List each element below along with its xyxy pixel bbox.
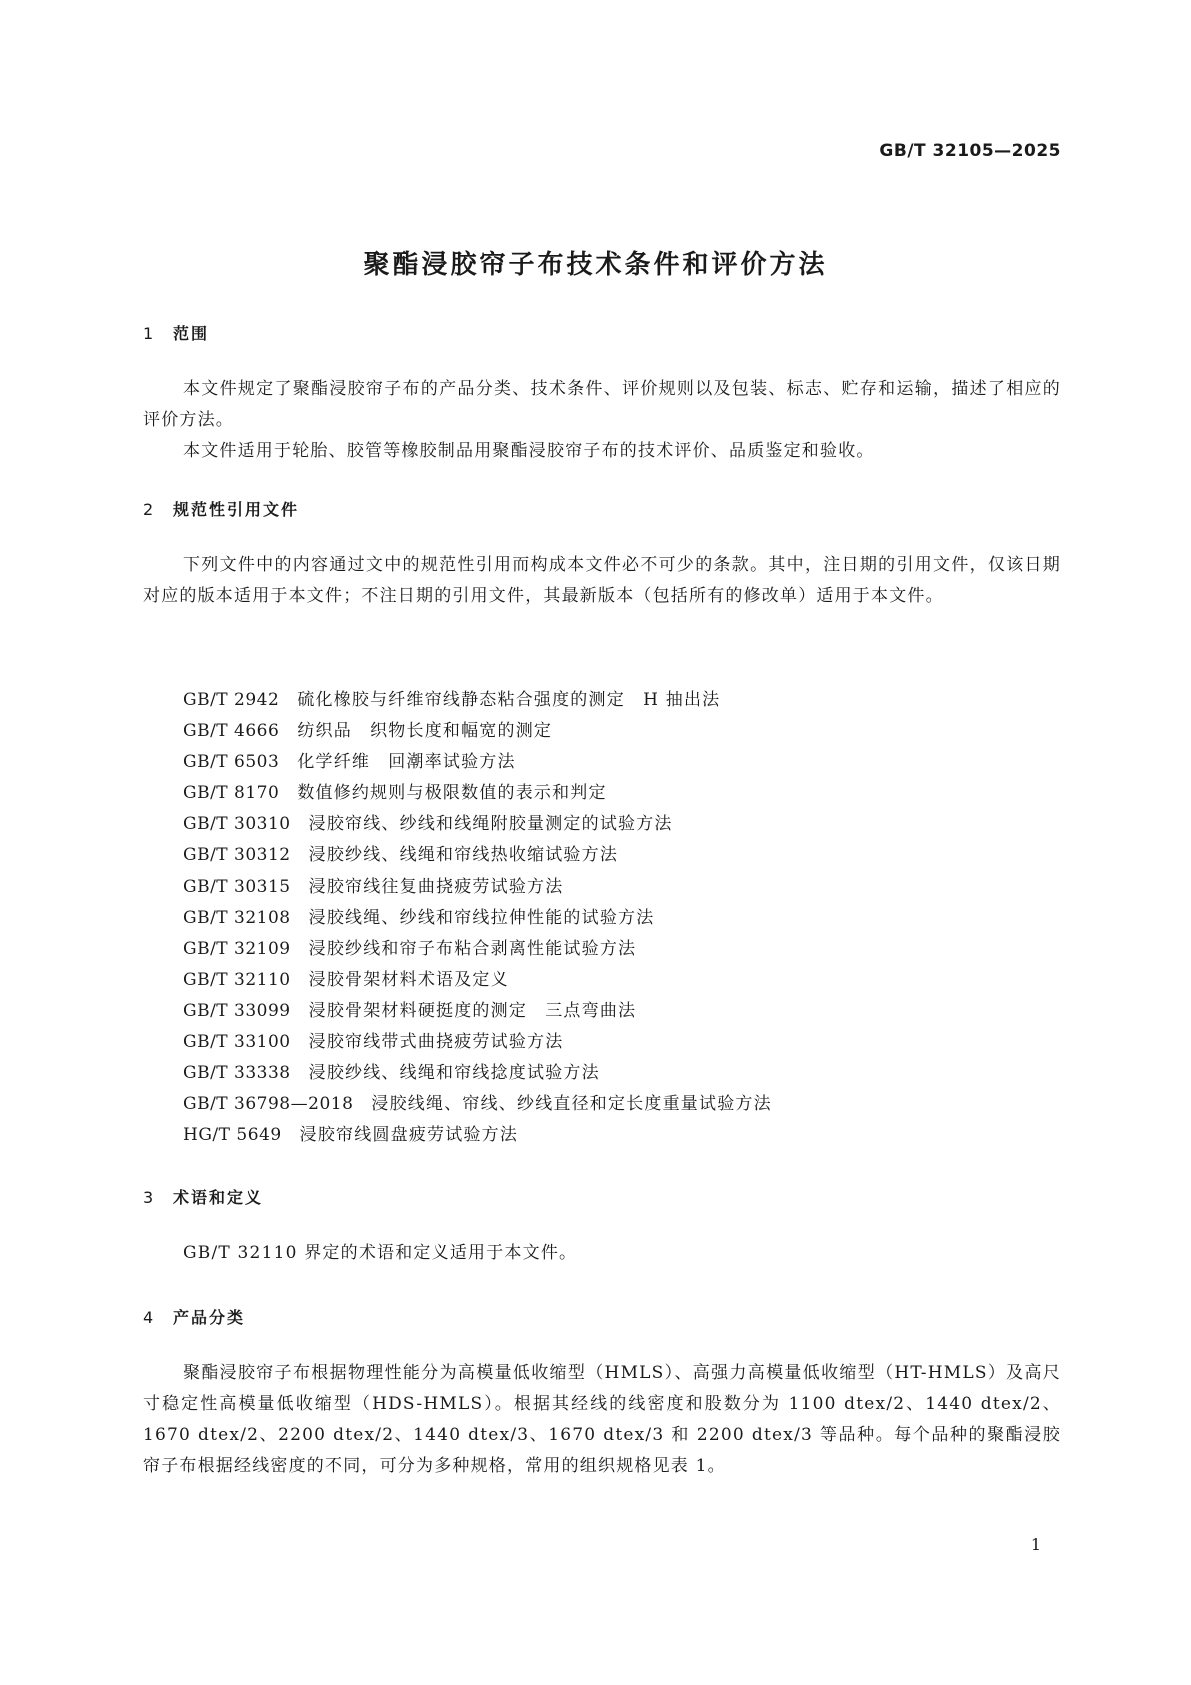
paragraph: 本文件适用于轮胎、胶管等橡胶制品用聚酯浸胶帘子布的技术评价、品质鉴定和验收。 bbox=[183, 441, 875, 461]
section-title: 产品分类 bbox=[173, 1308, 246, 1327]
list-item bbox=[183, 996, 772, 1027]
list-item bbox=[183, 778, 772, 809]
section-heading-scope bbox=[143, 321, 209, 344]
reference-code: GB/T 32110 bbox=[183, 969, 291, 990]
section-number: 3 bbox=[143, 1188, 154, 1207]
reference-title: 浸胶帘线带式曲挠疲劳试验方法 bbox=[308, 1032, 564, 1053]
reference-list bbox=[183, 685, 772, 1151]
section-title: 范围 bbox=[173, 324, 210, 343]
list-item bbox=[183, 685, 772, 716]
reference-code: GB/T 30310 bbox=[183, 814, 291, 835]
reference-title: 浸胶骨架材料硬挺度的测定 三点弯曲法 bbox=[308, 1000, 637, 1021]
document-title: 聚酯浸胶帘子布技术条件和评价方法 bbox=[363, 250, 828, 280]
reference-title: 数值修约规则与极限数值的表示和判定 bbox=[297, 783, 607, 804]
list-item bbox=[183, 1089, 772, 1120]
reference-code: GB/T 6503 bbox=[183, 752, 280, 773]
list-item bbox=[183, 716, 772, 747]
paragraph: 本文件规定了聚酯浸胶帘子布的产品分类、技术条件、评价规则以及包装、标志、贮存和运输，描述了相应的评价方法。 bbox=[143, 379, 1061, 430]
reference-title: 浸胶骨架材料术语及定义 bbox=[308, 969, 509, 990]
reference-code: GB/T 8170 bbox=[183, 783, 280, 804]
reference-code: GB/T 30315 bbox=[183, 876, 291, 897]
reference-title: 浸胶帘线圆盘疲劳试验方法 bbox=[299, 1125, 519, 1146]
list-item bbox=[183, 840, 772, 871]
section-heading-normative-references bbox=[143, 497, 299, 520]
paragraph: GB/T 32110 界定的术语和定义适用于本文件。 bbox=[183, 1243, 578, 1263]
list-item bbox=[183, 934, 772, 965]
reference-title: 硫化橡胶与纤维帘线静态粘合强度的测定 H 抽出法 bbox=[297, 690, 721, 710]
section-number: 4 bbox=[143, 1308, 154, 1327]
section-heading-product-classification bbox=[143, 1305, 245, 1328]
reference-code: HG/T 5649 bbox=[183, 1125, 282, 1146]
reference-title: 纺织品 织物长度和幅宽的测定 bbox=[297, 721, 553, 742]
reference-code: GB/T 33099 bbox=[183, 1000, 291, 1021]
reference-code: GB/T 33100 bbox=[183, 1032, 291, 1053]
reference-title: 浸胶帘线往复曲挠疲劳试验方法 bbox=[308, 876, 564, 897]
reference-title: 浸胶线绳、纱线和帘线拉伸性能的试验方法 bbox=[308, 907, 655, 928]
list-item bbox=[183, 1027, 772, 1058]
list-item bbox=[183, 872, 772, 903]
paragraph: 聚酯浸胶帘子布根据物理性能分为高模量低收缩型（HMLS）、高强力高模量低收缩型（HT-HMLS）及高尺寸稳定性高模量低收缩型（HDS-HMLS）。根据其经线的线密度和股数分为 1100 dtex/2、1440 dtex/2、1670 dtex/2、2200 dtex/2、1440 dtex/3、1670 dtex/3 和 2200 dtex/3 等品种。每个品种的聚酯浸胶帘子布根据经线密度的不同，可分为多种规格，常用的组织规格见表 1。 bbox=[143, 1363, 1061, 1476]
reference-code: GB/T 32108 bbox=[183, 907, 291, 928]
reference-title: 浸胶纱线、线绳和帘线捻度试验方法 bbox=[308, 1063, 600, 1084]
reference-title: 浸胶纱线、线绳和帘线热收缩试验方法 bbox=[308, 845, 619, 866]
section-number: 2 bbox=[143, 500, 154, 519]
reference-title: 浸胶帘线、纱线和线绳附胶量测定的试验方法 bbox=[308, 814, 673, 835]
paragraph: 下列文件中的内容通过文中的规范性引用而构成本文件必不可少的条款。其中，注日期的引用文件，仅该日期对应的版本适用于本文件；不注日期的引用文件，其最新版本（包括所有的修改单）适用于本文件。 bbox=[143, 555, 1061, 606]
list-item bbox=[183, 809, 772, 840]
section-heading-terms-definitions bbox=[143, 1185, 263, 1208]
reference-code: GB/T 36798—2018 bbox=[183, 1094, 354, 1115]
section-title: 规范性引用文件 bbox=[173, 500, 300, 519]
list-item bbox=[183, 903, 772, 934]
reference-code: GB/T 2942 bbox=[183, 690, 280, 710]
standard-code: GB/T 32105—2025 bbox=[879, 141, 1061, 161]
reference-code: GB/T 30312 bbox=[183, 845, 291, 866]
list-item bbox=[183, 1058, 772, 1089]
reference-code: GB/T 4666 bbox=[183, 721, 280, 742]
reference-title: 化学纤维 回潮率试验方法 bbox=[297, 752, 516, 773]
reference-code: GB/T 32109 bbox=[183, 938, 291, 959]
list-item bbox=[183, 1120, 772, 1151]
list-item bbox=[183, 747, 772, 778]
reference-title: 浸胶线绳、帘线、纱线直径和定长度重量试验方法 bbox=[371, 1094, 772, 1115]
reference-title: 浸胶纱线和帘子布粘合剥离性能试验方法 bbox=[308, 938, 637, 959]
section-title: 术语和定义 bbox=[173, 1188, 264, 1207]
reference-code: GB/T 33338 bbox=[183, 1063, 291, 1084]
page-number: 1 bbox=[1030, 1535, 1041, 1554]
section-number: 1 bbox=[143, 324, 154, 343]
list-item bbox=[183, 965, 772, 996]
